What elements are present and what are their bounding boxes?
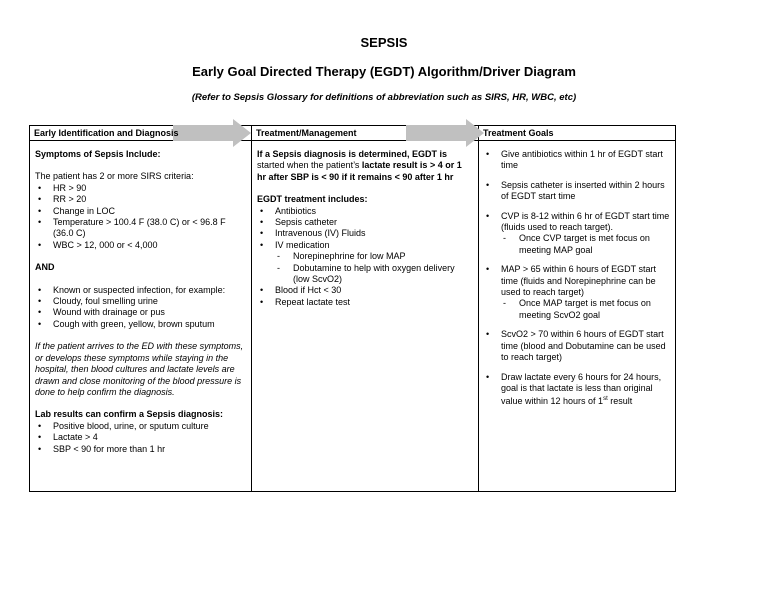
column-divider	[478, 126, 479, 491]
goal-superscript: st	[603, 396, 608, 403]
header-treatment-goals: Treatment Goals	[483, 128, 554, 138]
column-early-identification	[35, 149, 247, 455]
column-divider	[251, 126, 252, 491]
list-item: • Cough with green, yellow, brown sputum	[35, 319, 247, 330]
sirs-criteria-list	[35, 183, 247, 251]
lab-results-list	[35, 421, 247, 455]
ed-arrival-note: If the patient arrives to the ED with these symptoms, or develops these symptoms while staying in the hospital, then blood cultures and lactate levels are drawn and close monitoring of the blood pressure is done to help confirm the diagnosis.	[35, 341, 244, 397]
list-item: • IV medication	[257, 240, 473, 251]
infection-list	[35, 285, 247, 331]
list-item: • Positive blood, urine, or sputum culture	[35, 421, 247, 432]
egdt-table	[29, 125, 676, 492]
symptoms-heading: Symptoms of Sepsis Include:	[35, 149, 161, 159]
list-item: • Cloudy, foul smelling urine	[35, 296, 247, 307]
list-item: • RR > 20	[35, 194, 247, 205]
list-item: • Change in LOC	[35, 206, 247, 217]
header-divider	[30, 140, 675, 141]
lab-results-heading: Lab results can confirm a Sepsis diagnosis:	[35, 409, 224, 420]
list-subitem: - Once CVP target is met focus on meeting MAP goal	[483, 233, 671, 256]
list-item: • WBC > 12, 000 or < 4,000	[35, 240, 247, 251]
list-item: • SBP < 90 for more than 1 hr	[35, 444, 247, 455]
intro-part: If a Sepsis diagnosis is determined, EGDT is	[257, 149, 448, 159]
list-item: • Sepsis catheter	[257, 217, 473, 228]
list-item: • MAP > 65 within 6 hours of EGDT start time (fluids and Norepinephrine can be used to reach target)	[483, 264, 671, 298]
list-item: • HR > 90	[35, 183, 247, 194]
list-item: • Repeat lactate test	[257, 297, 473, 308]
goal-text: result	[607, 396, 633, 407]
list-item	[483, 372, 671, 408]
treatment-heading: EGDT treatment includes:	[257, 194, 368, 205]
goals-list	[483, 149, 671, 408]
sirs-intro: The patient has 2 or more SIRS criteria:	[35, 171, 194, 182]
process-arrow-icon	[173, 119, 253, 149]
list-item: • Give antibiotics within 1 hr of EGDT start time	[483, 149, 671, 172]
list-subitem: - Dobutamine to help with oxygen delivery (low ScvO2)	[257, 263, 473, 286]
column-treatment-goals	[483, 149, 671, 408]
page-subtitle: Early Goal Directed Therapy (EGDT) Algorithm/Driver Diagram	[192, 64, 576, 79]
list-subitem: - Norepinephrine for low MAP	[257, 251, 473, 262]
and-label: AND	[35, 262, 55, 273]
header-treatment-management: Treatment/Management	[256, 128, 357, 138]
goal-text: Draw lactate every 6 hours for 24 hours, goal is that lactate is less than original value within 12 hours of 1	[501, 371, 662, 407]
column-treatment-management	[257, 149, 473, 308]
list-subitem: - Once MAP target is met focus on meeting ScvO2 goal	[483, 298, 671, 321]
list-item: • Wound with drainage or pus	[35, 307, 247, 318]
list-item: • Sepsis catheter is inserted within 2 hours of EGDT start time	[483, 180, 671, 203]
treatment-intro	[257, 149, 473, 183]
list-item: • Antibiotics	[257, 206, 473, 217]
list-item: • ScvO2 > 70 within 6 hours of EGDT start time (blood and Dobutamine can be used to reach target)	[483, 329, 671, 363]
list-item: • Blood if Hct < 30	[257, 285, 473, 296]
treatment-list	[257, 206, 473, 309]
intro-part: started when the patient’s	[257, 160, 362, 171]
header-early-identification: Early Identification and Diagnosis	[34, 128, 179, 138]
list-item: • Temperature > 100.4 F (38.0 C) or < 96.8 F (36.0 C)	[35, 217, 247, 240]
page-title: SEPSIS	[360, 35, 408, 50]
intro-part: lactate result is > 4 or 1 hr after SBP is < 90 if it remains < 90 after 1 hr	[257, 160, 462, 182]
list-item: • Intravenous (IV) Fluids	[257, 228, 473, 239]
glossary-note: (Refer to Sepsis Glossary for definitions of abbreviation such as SIRS, HR, WBC, etc)	[191, 92, 577, 103]
list-item: • CVP is 8-12 within 6 hr of EGDT start time (fluids used to reach target).	[483, 211, 671, 234]
process-arrow-icon	[406, 119, 486, 149]
list-item: • Lactate > 4	[35, 432, 247, 443]
list-item: • Known or suspected infection, for example:	[35, 285, 247, 296]
